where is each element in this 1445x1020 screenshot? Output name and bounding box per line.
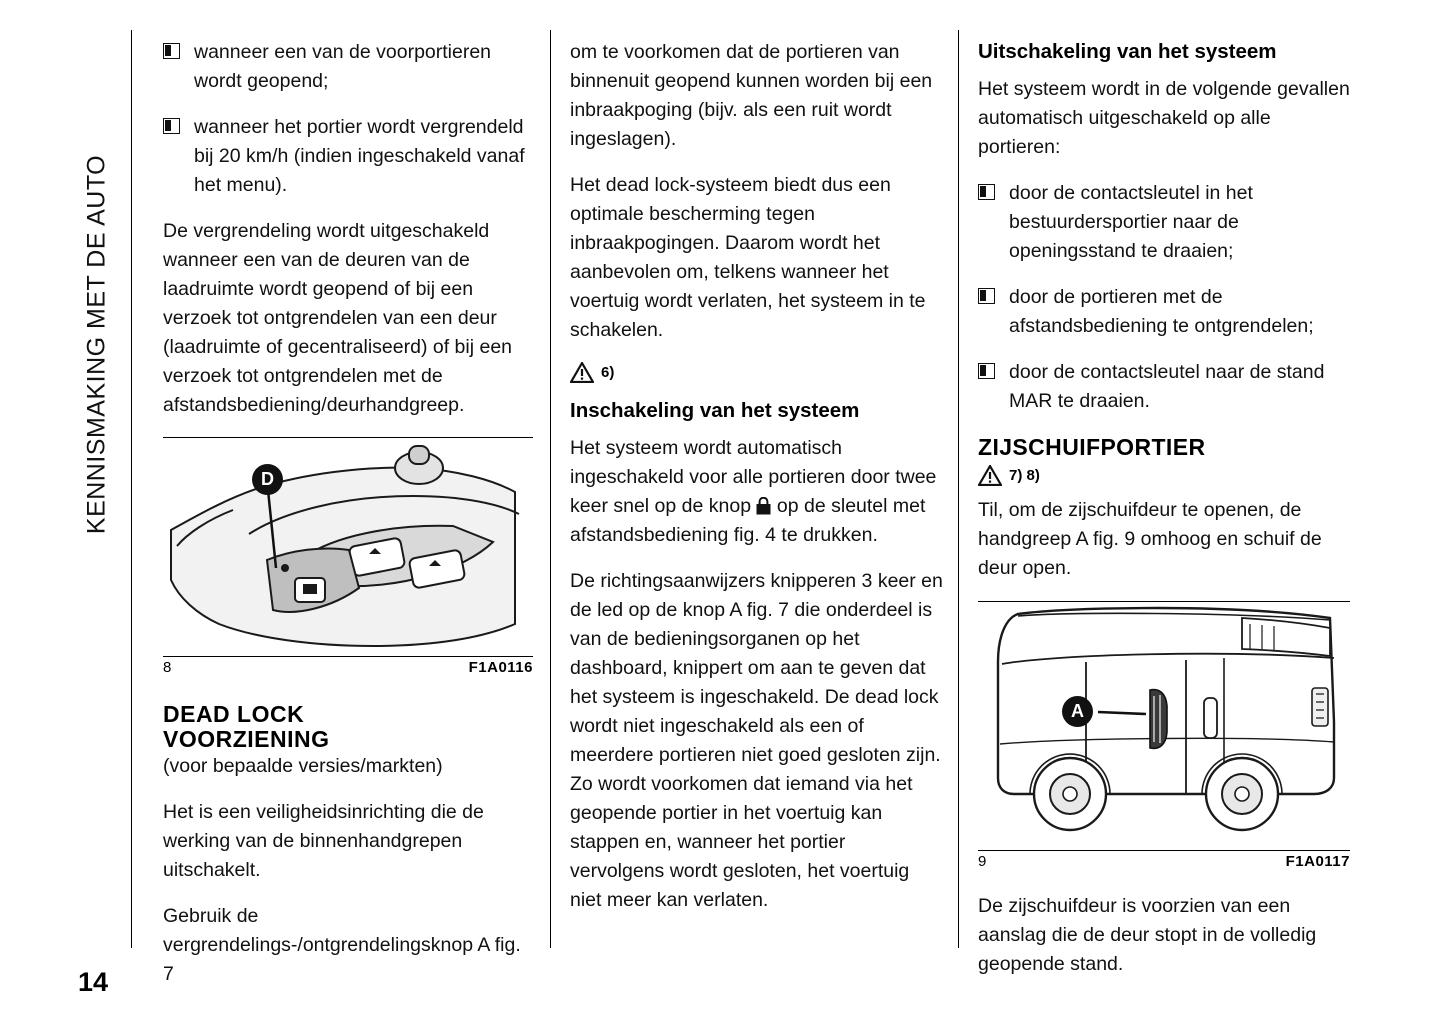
section-heading-deadlock-line2: VOORZIENING — [163, 726, 330, 752]
paragraph-protection: Het dead lock-systeem biedt dus een optimale bescherming tegen inbraakpogingen. Daarom wordt het aanbevolen om, telkens wanneer het voertuig wordt verlaten, het systeem in te schakelen. — [570, 174, 926, 341]
paragraph-deactivation-intro: Het systeem wordt in de volgende gevallen automatisch uitgeschakeld op alle portieren: — [978, 78, 1350, 158]
paragraph-deadlock-intro: Het is een veiligheidsinrichting die de werking van de binnenhandgrepen uitschakelt. — [163, 801, 484, 881]
paragraph-deadlock-button: Gebruik de vergrendelings-/ontgrendelingsknop A fig. 7 — [163, 905, 521, 985]
list-item — [163, 113, 533, 200]
figure-callout-d: D — [252, 464, 283, 495]
figure-8-caption — [163, 659, 533, 676]
paragraph-activation-part2: op de sleutel met afstandsbediening fig. 4 te drukken. — [570, 495, 926, 546]
paragraph-indicators: De richtingsaanwijzers knipperen 3 keer en de led op de knop A fig. 7 die onderdeel is van de bedieningsorganen op het dashboard, knippert om aan te geven dat het systeem is ingeschakeld. De dead lock wordt niet ingeschakeld als een of meerdere portieren niet goed gesloten zijn. Zo wordt voorkomen dat iemand via het geopende portier in het voertuig kan stappen en, wanneer het portier vervolgens wordt gesloten, het voertuig niet meer kan verlaten. — [570, 570, 943, 911]
list-item-label: wanneer het portier wordt vergrendeld bij 20 km/h (indien ingeschakeld vanaf het menu). — [194, 116, 525, 196]
figure-code: F1A0116 — [468, 659, 533, 676]
warning-note-7-8 — [978, 465, 1350, 486]
list-item-label: door de contactsleutel naar de stand MAR te draaien. — [1009, 361, 1325, 412]
van-side-view-illustration — [978, 602, 1350, 850]
warning-triangle-icon — [978, 465, 1002, 486]
section-heading-deadlock-line1: DEAD LOCK — [163, 701, 305, 727]
figure-9-image — [978, 602, 1350, 850]
figure-9-caption — [978, 853, 1350, 870]
figure-9 — [978, 601, 1350, 870]
figure-bottom-rule — [163, 656, 533, 657]
paragraph-prevent-opening: om te voorkomen dat de portieren van binnenuit geopend kunnen worden bij een inbraakpoging (bijv. als een ruit wordt ingeslagen). — [570, 41, 933, 150]
figure-callout-a: A — [1062, 696, 1093, 727]
page-number: 14 — [78, 967, 109, 997]
list-item — [978, 283, 1350, 341]
square-bullet-icon — [163, 43, 180, 59]
square-bullet-icon — [163, 118, 180, 134]
figure-number: 8 — [163, 659, 172, 676]
figure-number: 9 — [978, 853, 987, 870]
lock-icon — [756, 497, 771, 515]
warning-reference: 7) 8) — [1009, 467, 1040, 484]
chapter-title: KENNISMAKING MET DE AUTO — [82, 154, 111, 535]
paragraph-door-stop: De zijschuifdeur is voorzien van een aanslag die de deur stopt in de volledig geopende stand. — [978, 895, 1317, 975]
paragraph-activation-part1: Het systeem wordt automatisch ingeschakeld voor alle portieren door twee keer snel op de knop — [570, 437, 937, 517]
vertical-divider-left — [131, 30, 132, 948]
vertical-divider-right — [958, 30, 959, 948]
door-switch-panel-illustration — [163, 438, 533, 656]
figure-bottom-rule — [978, 850, 1350, 851]
column-two — [570, 38, 944, 915]
paragraph-activation — [570, 434, 944, 550]
square-bullet-icon — [978, 288, 995, 304]
square-bullet-icon — [978, 184, 995, 200]
figure-8 — [163, 437, 533, 676]
section-heading-activation: Inschakeling van het systeem — [570, 399, 860, 422]
section-subheading: (voor bepaalde versies/markten) — [163, 755, 443, 777]
paragraph-open-sliding-door: Til, om de zijschuifdeur te openen, de handgreep A fig. 9 omhoog en schuif de deur open. — [978, 499, 1322, 579]
paragraph-lock-deactivation: De vergrendeling wordt uitgeschakeld wanneer een van de deuren van de laadruimte wordt geopend of bij een verzoek tot ontgrendelen van een deur (laadruimte of gecentraliseerd) of bij een verzoek tot ontgrendelen met de afstandsbediening/deurhandgreep. — [163, 220, 513, 416]
square-bullet-icon — [978, 363, 995, 379]
list-item — [163, 38, 533, 96]
figure-code: F1A0117 — [1285, 853, 1350, 870]
figure-8-image — [163, 438, 533, 656]
list-item-label: door de portieren met de afstandsbediening te ontgrendelen; — [1009, 286, 1314, 337]
vertical-divider-middle — [550, 30, 551, 948]
warning-triangle-icon — [570, 362, 594, 383]
column-one — [163, 38, 533, 989]
column-three — [978, 38, 1350, 979]
list-item — [978, 179, 1350, 266]
list-item — [978, 358, 1350, 416]
section-heading-deactivation: Uitschakeling van het systeem — [978, 40, 1277, 63]
section-heading-sliding-door: ZIJSCHUIFPORTIER — [978, 434, 1206, 460]
warning-reference: 6) — [601, 364, 615, 381]
warning-note-6 — [570, 362, 944, 383]
list-item-label: door de contactsleutel in het bestuurdersportier naar de openingsstand te draaien; — [1009, 182, 1253, 262]
list-item-label: wanneer een van de voorportieren wordt geopend; — [194, 41, 492, 92]
